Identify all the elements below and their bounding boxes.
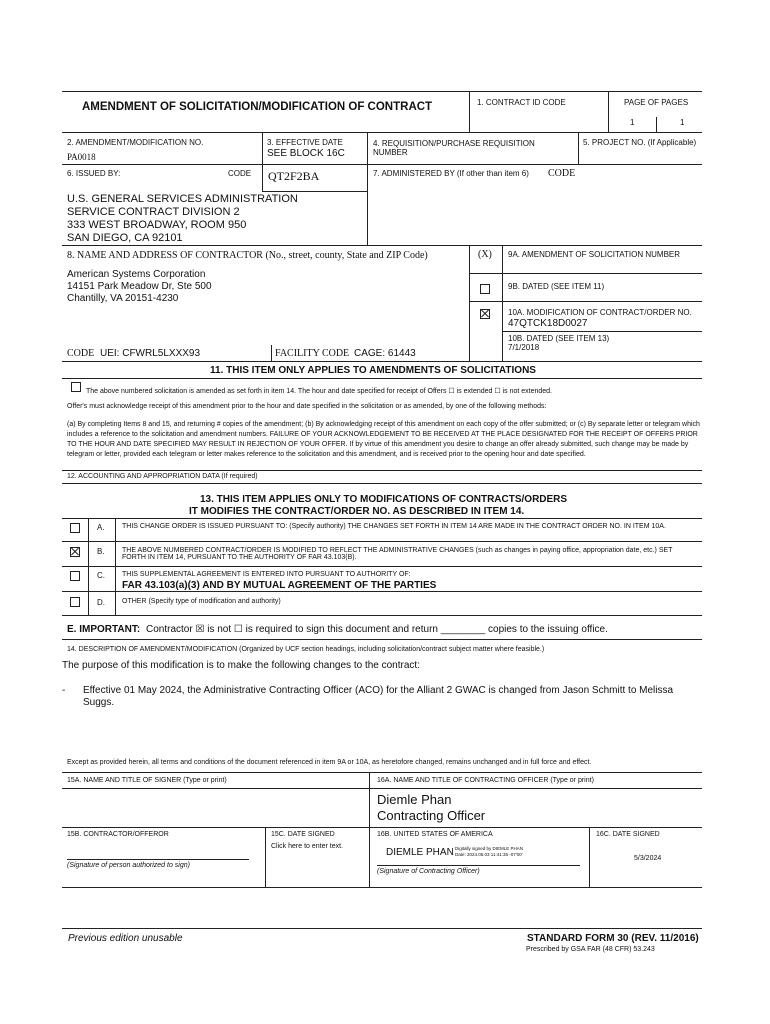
item13-title1: 13. THIS ITEM APPLIES ONLY TO MODIFICATIONS OF CONTRACTS/ORDERS: [200, 494, 568, 505]
amend-value: PA0018: [67, 152, 96, 162]
13d-checkbox[interactable]: [70, 597, 80, 607]
15b-label: 15B. CONTRACTOR/OFFEROR: [67, 831, 169, 838]
footer-note: Except as provided herein, all terms and conditions of the document referenced in item 9A or 10A, as heretofore changed, remains unchanged and in full force and effect.: [67, 759, 592, 766]
prescribed-by: Prescribed by GSA FAR (48 CFR) 53.243: [526, 946, 655, 953]
13c-text: THIS SUPPLEMENTAL AGREEMENT IS ENTERED INTO PURSUANT TO AUTHORITY OF:: [122, 571, 411, 578]
9b-label: 9B. DATED (SEE ITEM 11): [508, 282, 605, 291]
13a-letter: A.: [97, 523, 105, 532]
contractor-line1: American Systems Corporation: [67, 269, 206, 280]
officer-title: Contracting Officer: [377, 808, 486, 823]
13c-letter: C.: [97, 571, 105, 580]
13a-text: THIS CHANGE ORDER IS ISSUED PURSUANT TO: (Specify authority) THE CHANGES SET FORTH IN ITEM 14 ARE MADE IN THE CONTRACT ORDER NO. IN ITEM 10A.: [122, 523, 666, 530]
contractor-label: 8. NAME AND ADDRESS OF CONTRACTOR (No., street, county, State and ZIP Code): [67, 250, 428, 261]
15a-label: 15A. NAME AND TITLE OF SIGNER (Type or print): [67, 777, 227, 784]
requisition-label: 4. REQUISITION/PURCHASE REQUISITION NUMBER: [373, 139, 535, 157]
officer-name: Diemle Phan: [377, 792, 452, 807]
item11-line1: The above numbered solicitation is amended as set forth in item 14. The hour and date specified for receipt of Offers ☐ is extended ☐ is not extended.: [86, 388, 553, 395]
13c-value: FAR 43.103(a)(3) AND BY MUTUAL AGREEMENT OF THE PARTIES: [122, 580, 437, 591]
amend-label: 2. AMENDMENT/MODIFICATION NO.: [67, 138, 204, 147]
9a-label: 9A. AMENDMENT OF SOLICITATION NUMBER: [508, 250, 681, 259]
16c-label: 16C. DATE SIGNED: [596, 831, 660, 838]
13b-text: THE ABOVE NUMBERED CONTRACT/ORDER IS MODIFIED TO REFLECT THE ADMINISTRATIVE CHANGES (such as changes in paying office, appropriation date, etc.) SET FORTH IN ITEM 14, PURSUANT TO THE AUTHORITY OF FAR 43.103(B).: [122, 547, 673, 561]
digital-signature-line2: Date: 2024.05.03 11:41:35 -07'00': [455, 852, 523, 857]
16c-value: 5/3/2024: [634, 855, 662, 862]
10b-value: 7/1/2018: [508, 343, 540, 352]
x-column-label: (X): [478, 249, 492, 260]
10a-checkbox-checked[interactable]: [480, 309, 490, 319]
issuer-line1: U.S. GENERAL SERVICES ADMINISTRATION: [67, 193, 298, 205]
13c-checkbox[interactable]: [70, 571, 80, 581]
10a-label: 10A. MODIFICATION OF CONTRACT/ORDER NO.: [508, 308, 692, 317]
10a-value: 47QTCK18D0027: [508, 318, 588, 329]
contractor-code-label: CODE: [67, 348, 95, 359]
item12-label: 12. ACCOUNTING AND APPROPRIATION DATA (If required): [67, 473, 258, 480]
contractor-line2: 14151 Park Meadow Dr, Ste 500: [67, 281, 212, 292]
project-label: 5. PROJECT NO. (If Applicable): [583, 138, 697, 147]
15c-label: 15C. DATE SIGNED: [271, 831, 335, 838]
issued-code-value: QT2F2BA: [268, 169, 320, 183]
13d-letter: D.: [97, 598, 105, 607]
admin-code-label: CODE: [548, 168, 576, 179]
item11-checkbox[interactable]: [71, 382, 81, 392]
contract-id-label: 1. CONTRACT ID CODE: [477, 98, 566, 107]
important-text: Contractor ☒ is not ☐ is required to sign this document and return ________ copies to the issuing office.: [146, 624, 608, 635]
item13-title2: IT MODIFIES THE CONTRACT/ORDER NO. AS DESCRIBED IN ITEM 14.: [189, 506, 525, 517]
sig-person-label: (Signature of person authorized to sign): [67, 862, 190, 869]
contractor-line3: Chantilly, VA 20151-4230: [67, 293, 179, 304]
13a-checkbox[interactable]: [70, 523, 80, 533]
sig-officer-label: (Signature of Contracting Officer): [377, 868, 480, 875]
issuer-line2: SERVICE CONTRACT DIVISION 2: [67, 206, 240, 218]
16b-label: 16B. UNITED STATES OF AMERICA: [377, 831, 493, 838]
digital-signature-line1: Digitally signed by DIEMLE PHAN: [455, 846, 524, 851]
item14-intro: The purpose of this modification is to make the following changes to the contract:: [62, 660, 420, 671]
item11-title: 11. THIS ITEM ONLY APPLIES TO AMENDMENTS OF SOLICITATIONS: [210, 365, 536, 376]
effective-date-label: 3. EFFECTIVE DATE: [267, 138, 343, 147]
digital-signature-name: DIEMLE PHAN: [386, 847, 454, 858]
item11-paragraph: (a) By completing Items 8 and 15, and returning # copies of the amendment; (b) By acknowledging receipt of this amendment on each copy of the offer submitted; or (c) By separate letter or telegram which includes a reference to the solicitation and amendment numbers. FAILURE OF YOUR ACKNOWLEDGEMENT TO BE RECEIVED AT THE PLACE DESIGNATED FOR THE RECEIPT OF OFFERS PRIOR TO THE HOUR AND DATE SPECIFIED MAY RESULT IN REJECTION OF YOUR OFFER. If by virtue of this amendment you desire to change an offer already submitted, such change may be made by telegram or letter, provided each telegram or letter makes reference to the solicitation and this amendment, and is received prior to the opening hour and date specified.: [67, 421, 700, 458]
issued-by-label: 6. ISSUED BY:: [67, 169, 121, 178]
page-total: 1: [680, 118, 685, 127]
page-label: PAGE OF PAGES: [624, 98, 689, 107]
item14-label: 14. DESCRIPTION OF AMENDMENT/MODIFICATION (Organized by UCF section headings, including solicitation/contract subject matter where feasible.): [67, 646, 545, 653]
facility-code-label: FACILITY CODE: [275, 348, 350, 359]
standard-form-label: STANDARD FORM 30 (REV. 11/2016): [527, 933, 699, 944]
effective-date-value: SEE BLOCK 16C: [267, 148, 345, 159]
administered-by-label: 7. ADMINISTERED BY (If other than item 6): [373, 169, 529, 178]
item14-item1: Effective 01 May 2024, the Administrative Contracting Officer (ACO) for the Alliant 2 GWAC is changed from Jason Schmitt to Melissa Suggs.: [83, 685, 674, 708]
13b-checkbox-checked[interactable]: [70, 547, 80, 557]
issued-code-label: CODE: [228, 169, 252, 178]
issuer-line4: SAN DIEGO, CA 92101: [67, 232, 183, 244]
16a-label: 16A. NAME AND TITLE OF CONTRACTING OFFICER (Type or print): [377, 777, 594, 784]
13b-letter: B.: [97, 547, 105, 556]
contractor-uei: UEI: CFWRL5LXXX93: [100, 348, 201, 359]
previous-edition: Previous edition unusable: [68, 933, 183, 944]
issuer-line3: 333 WEST BROADWAY, ROOM 950: [67, 219, 247, 231]
15c-value[interactable]: Click here to enter text.: [271, 843, 343, 850]
contractor-cage: CAGE: 61443: [354, 348, 416, 359]
10b-label: 10B. DATED (SEE ITEM 13): [508, 334, 610, 343]
9b-checkbox[interactable]: [480, 284, 490, 294]
page-num: 1: [630, 118, 635, 127]
13d-text: OTHER (Specify type of modification and authority): [122, 598, 281, 605]
form-title: AMENDMENT OF SOLICITATION/MODIFICATION OF CONTRACT: [82, 101, 433, 113]
item11-line2: Offer's must acknowledge receipt of this amendment prior to the hour and date specified in the solicitation or as amended, by one of the following methods:: [67, 403, 547, 410]
important-label: E. IMPORTANT:: [67, 624, 141, 635]
item14-bullet: -: [62, 685, 66, 696]
